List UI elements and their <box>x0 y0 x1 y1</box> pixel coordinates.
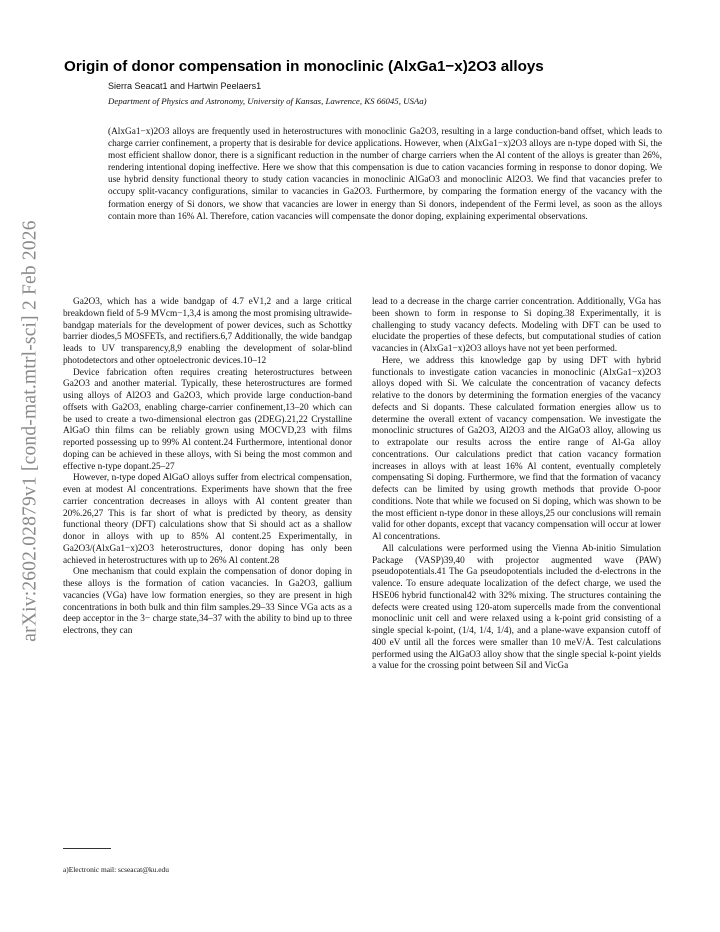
paragraph: Device fabrication often requires creating heterostructures between Ga2O3 and another material. Typically, these heterostructures are formed using alloys of Al2O3 and Ga2O3, which provide large conduction-band offsets with Ga2O3, enabling charge-carrier confinement,13–20 which can be used to create a two-dimensional electron gas (2DEG).21,22 Crystalline AlGaO thin films can be reliably grown using MOCVD,23 with films reported possessing up to 99% Al content.24 Furthermore, intentional donor doping can be achieved in these alloys, with Si being the most common and effective n-type dopant.25–27 <box>63 367 352 472</box>
body-column-left <box>63 297 352 638</box>
paragraph: One mechanism that could explain the compensation of donor doping in these alloys is the formation of cation vacancies. In Ga2O3, gallium vacancies (VGa) have low formation energies, so they are present in high concentrations in both bulk and thin film samples.29–33 Since VGa acts as a deep acceptor in the 3− charge state,34–37 with the ability to bind up to three electrons, they can <box>63 567 352 636</box>
abstract: (AlxGa1−x)2O3 alloys are frequently used in heterostructures with monoclinic Ga2O3, resulting in a large conduction-band offset, which leads to charge carrier confinement, a property that is desirable for device applications. However, when (AlxGa1−x)2O3 alloys are n-type doped with Si, the most efficient shallow donor, there is a significant reduction in the number of charge carriers when the Al content of the alloys is greater than 26%, rendering intentional doping ineffective. Here we show that this compensation is due to cation vacancies forming in response to donor doping. We use hybrid density functional theory to study cation vacancies in monoclinic AlGaO3 and monoclinic Al2O3. We find that vacancies prefer to occupy split-vacancy configurations, similar to vacancies in Ga2O3. Furthermore, by comparing the formation energy of the vacancy with the formation energy of Si donors, we show that vacancies are lower in energy than Si donors, independent of the Fermi level, as soon as the alloys contain more than 16% Al. Therefore, cation vacancies will compensate the donor doping, explaining experimental observations. <box>108 127 662 222</box>
author-list: Sierra Seacat1 and Hartwin Peelaers1 <box>108 81 262 91</box>
paragraph: Ga2O3, which has a wide bandgap of 4.7 eV1,2 and a large critical breakdown field of 5-9 MVcm−1,3,4 is among the most promising ultrawide-bandgap materials for the development of power devices, such as Schottky barrier diodes,5 MOSFETs, and rectifiers.6,7 Additionally, the wide bandgap leads to UV transparency,8,9 enabling the development of solar-blind photodetectors and other optoelectronic devices.10–12 <box>63 297 352 366</box>
paper-title: Origin of donor compensation in monoclinic (AlxGa1−x)2O3 alloys <box>64 58 544 75</box>
paragraph: All calculations were performed using the Vienna Ab-initio Simulation Package (VASP)39,40 with projector augmented wave (PAW) pseudopotentials.41 The Ga pseudopotentials included the d-electrons in the valence. To ensure adequate localization of the defect charge, we used the HSE06 hybrid functional42 with 32% mixing. The structures containing the defects were created using 120-atom supercells made from the conventional monoclinic unit cell and were relaxed using a k-point grid consisting of a single special k-point, (1/4, 1/4, 1/4), and a plane-wave expansion cutoff of 400 eV until all the forces were smaller than 10 meV/Å. Test calculations performed using the AlGaO3 alloy show that the single special k-point yields a value for the crossing point between SiI and VicGa <box>372 543 661 672</box>
footnote-divider <box>63 848 111 849</box>
arxiv-sidebar-stamp <box>14 196 48 666</box>
arxiv-identifier: arXiv:2602.02879v1 [cond-mat.mtrl-sci] 2 Feb 2026 <box>20 220 41 642</box>
paragraph: lead to a decrease in the charge carrier concentration. Additionally, VGa has been shown to form in response to Si doping.38 Experimentally, it is challenging to study vacancy defects. Modeling with DFT can be used to elucidate the properties of these defects, but computational studies of cation vacancies in (AlxGa1−x)2O3 alloys have not yet been performed. <box>372 297 661 354</box>
affiliation: Department of Physics and Astronomy, University of Kansas, Lawrence, KS 66045, USAa) <box>108 96 427 106</box>
paragraph: However, n-type doped AlGaO alloys suffer from electrical compensation, even at modest Al concentrations. Experiments have shown that the free carrier concentration decreases in alloys with Al content greater than 20%.26,27 This is far short of what is predicted by theory, as density functional theory (DFT) calculations show that Si should act as a shallow donor in alloys with up to 85% Al content.25 Experimentally, in Ga2O3/(AlxGa1−x)2O3 heterostructures, donor doping has only been achieved in heterostructures with up to 26% Al content.28 <box>63 473 352 566</box>
paragraph: Here, we address this knowledge gap by using DFT with hybrid functionals to investigate cation vacancies in monoclinic (AlxGa1−x)2O3 alloys doped with Si. We calculate the concentration of vacancy defects relative to the donors by determining the formation energies of the vacancy defects and Si dopants. These calculated formation energies allow us to determine the overall extent of vacancy compensation. We investigate the monoclinic structures of Ga2O3, Al2O3 and the AlGaO3 alloy, allowing us to extrapolate our results across the entire range of Al-Ga alloy concentrations. Our calculations predict that cation vacancy formation increases in alloys with at least 16% Al content, eventually completely compensating Si doping. Furthermore, we find that the formation of vacancy defects can be limited by using growth methods that provide O-poor conditions. Note that while we focused on Si doping, which was shown to be the most efficient n-type donor in these alloys,25 our conclusions will remain valid for other dopants, except that vacancy compensation will occur at lower Al concentrations. <box>372 355 661 542</box>
body-column-right <box>372 297 661 673</box>
footnote-email: a)Electronic mail: scseacat@ku.edu <box>63 865 169 874</box>
